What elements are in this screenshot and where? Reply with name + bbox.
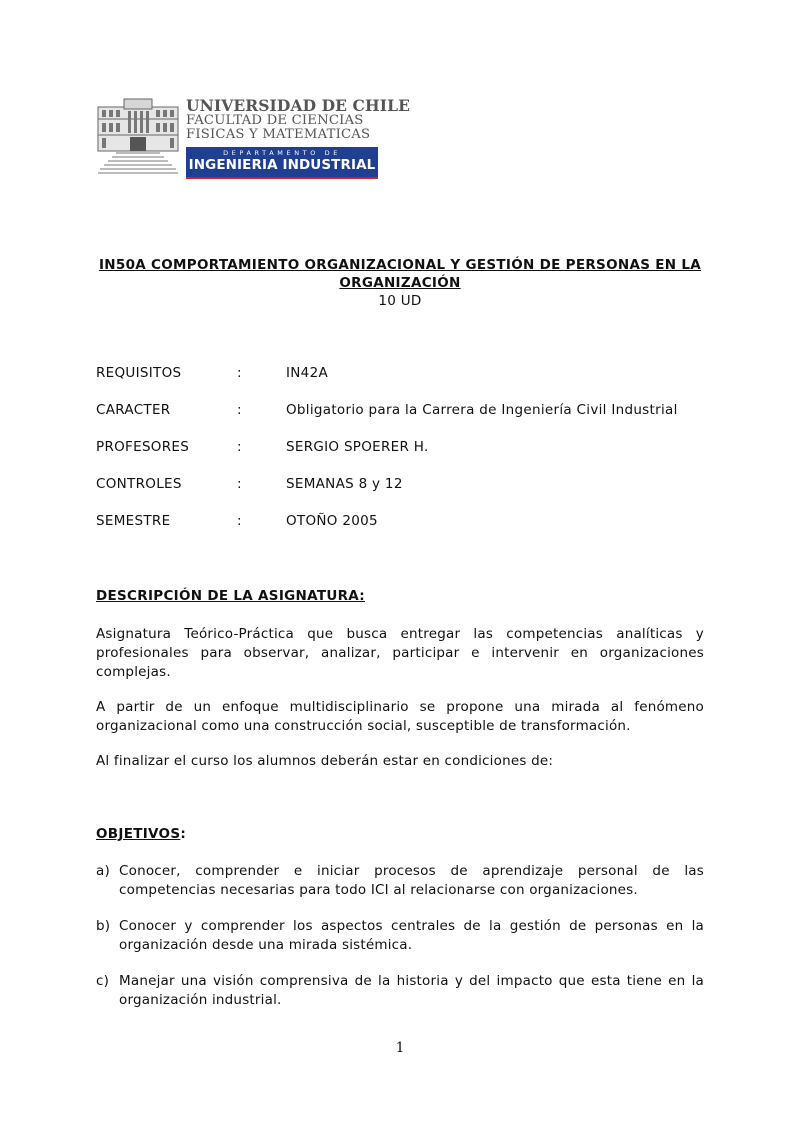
- logo-industrial: INGENIERIA INDUSTRIAL: [188, 157, 376, 173]
- info-colon: :: [237, 402, 242, 418]
- logo-red-line: [186, 177, 378, 179]
- objectives-heading: [96, 826, 186, 842]
- objective-text: Conocer y comprender los aspectos centrales de la gestión de personas en la organización desde una mirada sistémica.: [119, 918, 704, 953]
- info-value: Obligatorio para la Carrera de Ingeniería Civil Industrial: [286, 402, 678, 418]
- logo-text: [186, 96, 411, 142]
- course-title-block: [96, 256, 704, 310]
- building-icon: [96, 97, 180, 177]
- objectives-heading-text: OBJETIVOS: [96, 826, 181, 842]
- info-row-requisitos: [96, 365, 716, 402]
- logo-university: UNIVERSIDAD DE CHILE: [186, 96, 411, 115]
- objective-text: Manejar una visión comprensiva de la historia y del impacto que esta tiene en la organización industrial.: [119, 973, 704, 1008]
- info-colon: :: [237, 439, 242, 455]
- description-paragraph-2: A partir de un enfoque multidisciplinario se propone una mirada al fenómeno organizacional como una construcción social, susceptible de transformación.: [96, 699, 704, 734]
- course-title-line2: ORGANIZACIÓN: [339, 275, 461, 291]
- info-colon: :: [237, 365, 242, 381]
- info-label: CONTROLES: [96, 476, 182, 492]
- info-row-caracter: [96, 402, 716, 439]
- course-info-table: [96, 365, 716, 550]
- info-value: SEMANAS 8 y 12: [286, 476, 403, 492]
- objective-letter: c): [96, 973, 110, 989]
- course-units: 10 UD: [378, 293, 422, 309]
- info-label: CARACTER: [96, 402, 171, 418]
- info-colon: :: [237, 476, 242, 492]
- objective-letter: b): [96, 918, 111, 934]
- info-label: SEMESTRE: [96, 513, 171, 529]
- university-logo: [96, 96, 411, 179]
- info-value: OTOÑO 2005: [286, 513, 378, 529]
- description-paragraph-3: Al finalizar el curso los alumnos deberán estar en condiciones de:: [96, 753, 554, 769]
- objectives-list: [96, 862, 704, 1027]
- info-value: SERGIO SPOERER H.: [286, 439, 429, 455]
- description-heading: DESCRIPCIÓN DE LA ASIGNATURA:: [96, 588, 365, 604]
- objective-item: [96, 917, 704, 955]
- info-value: IN42A: [286, 365, 328, 381]
- description-paragraph-1: Asignatura Teórico-Práctica que busca entregar las competencias analíticas y profesionales para observar, analizar, participar e intervenir en organizaciones complejas.: [96, 626, 704, 680]
- course-title-line1: IN50A COMPORTAMIENTO ORGANIZACIONAL Y GESTIÓN DE PERSONAS EN LA: [98, 257, 701, 273]
- logo-faculty-line2: FISICAS Y MATEMATICAS: [186, 127, 371, 142]
- objective-letter: a): [96, 863, 110, 879]
- page-number: 1: [395, 1040, 405, 1056]
- info-label: REQUISITOS: [96, 365, 182, 381]
- info-colon: :: [237, 513, 242, 529]
- objectives-heading-colon: :: [180, 826, 187, 842]
- logo-faculty-line1: FACULTAD DE CIENCIAS: [186, 113, 364, 128]
- info-row-semestre: [96, 513, 716, 550]
- info-label: PROFESORES: [96, 439, 190, 455]
- objective-text: Conocer, comprender e iniciar procesos de aprendizaje personal de las competencias necesarias para todo ICI al relacionarse con organizaciones.: [119, 863, 704, 898]
- logo-department-band: [186, 147, 378, 177]
- info-row-profesores: [96, 439, 716, 476]
- info-row-controles: [96, 476, 716, 513]
- logo-department: DEPARTAMENTO DE: [223, 149, 341, 157]
- objective-item: [96, 862, 704, 900]
- objective-item: [96, 972, 704, 1010]
